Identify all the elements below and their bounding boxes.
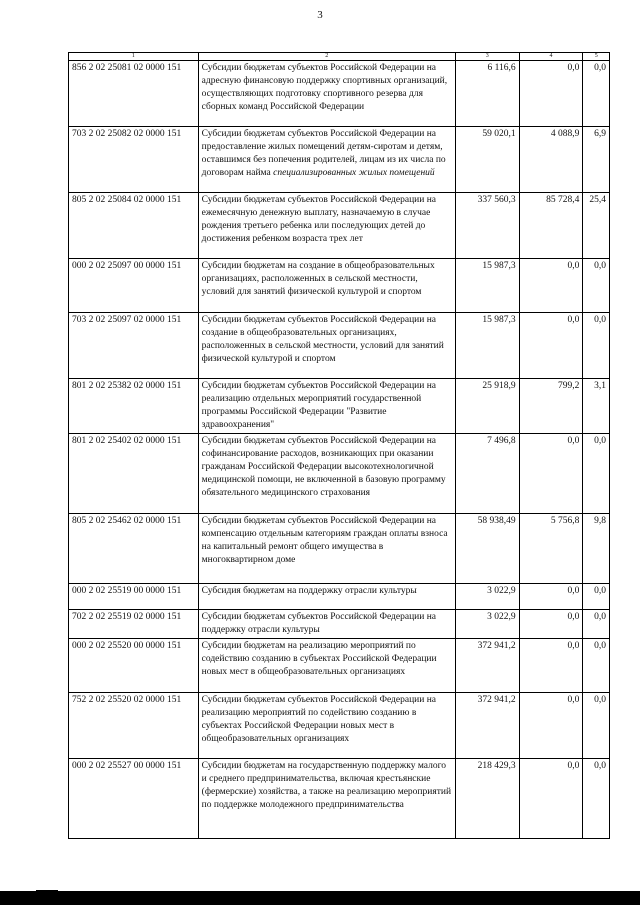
description-text: Субсидии бюджетам субъектов Российской Федерации на софинансирование расходов, возникающих при оказании гражданам Российской Федерации высокотехнологичной медицинской помощи, не включенной в базовую программу обязательного медицинского страхования	[201, 436, 446, 498]
description-cell	[198, 127, 455, 193]
percent-cell: 9,8	[583, 514, 610, 584]
table-row	[69, 584, 610, 610]
column-header-5: 5	[583, 53, 610, 61]
executed-amount-cell: 0,0	[519, 610, 583, 639]
description-cell	[198, 379, 455, 434]
column-header-1: 1	[69, 53, 199, 61]
table-row	[69, 610, 610, 639]
table-row	[69, 514, 610, 584]
planned-amount-cell: 372 941,2	[455, 693, 519, 759]
description-text: Субсидия бюджетам на поддержку отрасли культуры	[201, 586, 417, 596]
executed-amount-cell: 0,0	[519, 693, 583, 759]
description-cell	[198, 514, 455, 584]
column-header-2: 2	[198, 53, 455, 61]
page-number: 3	[317, 9, 323, 21]
table-row	[69, 693, 610, 759]
percent-cell: 0,0	[583, 259, 610, 313]
executed-amount-cell: 0,0	[519, 259, 583, 313]
planned-amount-cell: 7 496,8	[455, 434, 519, 514]
description-cell	[198, 434, 455, 514]
budget-code-cell: 000 2 02 25519 00 0000 151	[69, 584, 199, 610]
budget-code-cell: 752 2 02 25520 02 0000 151	[69, 693, 199, 759]
description-text: Субсидии бюджетам на государственную поддержку малого и среднего предпринимательства, включая крестьянские (фермерские) хозяйства, а также на реализацию мероприятий по поддержке молодежного предпринимательства	[201, 761, 452, 810]
budget-code-cell: 703 2 02 25082 02 0000 151	[69, 127, 199, 193]
table-row	[69, 639, 610, 693]
description-cell	[198, 193, 455, 259]
description-text: Субсидии бюджетам субъектов Российской Федерации на реализацию мероприятий по содействию созданию в субъектах Российской Федерации новых мест в общеобразовательных организациях	[201, 695, 437, 744]
description-text: Субсидии бюджетам субъектов Российской Федерации на создание в общеобразовательных организациях, расположенных в сельской местности, условий для занятий физической культурой и спортом	[201, 315, 444, 364]
budget-code-cell: 703 2 02 25097 02 0000 151	[69, 313, 199, 379]
planned-amount-cell: 372 941,2	[455, 639, 519, 693]
executed-amount-cell: 799,2	[519, 379, 583, 434]
budget-code-cell: 801 2 02 25382 02 0000 151	[69, 379, 199, 434]
table-row	[69, 193, 610, 259]
percent-cell: 0,0	[583, 584, 610, 610]
percent-cell: 3,1	[583, 379, 610, 434]
percent-cell: 0,0	[583, 313, 610, 379]
percent-cell: 0,0	[583, 61, 610, 127]
planned-amount-cell: 58 938,49	[455, 514, 519, 584]
planned-amount-cell: 15 987,3	[455, 313, 519, 379]
executed-amount-cell: 0,0	[519, 584, 583, 610]
executed-amount-cell: 0,0	[519, 434, 583, 514]
planned-amount-cell: 337 560,3	[455, 193, 519, 259]
executed-amount-cell: 0,0	[519, 639, 583, 693]
table-row	[69, 434, 610, 514]
description-text: Субсидии бюджетам субъектов Российской Федерации на реализацию отдельных мероприятий государственной программы Российской Федерации "Развитие здравоохранения"	[201, 381, 437, 430]
description-cell	[198, 61, 455, 127]
percent-cell: 0,0	[583, 639, 610, 693]
description-cell	[198, 313, 455, 379]
percent-cell: 0,0	[583, 434, 610, 514]
table-row	[69, 127, 610, 193]
budget-code-cell: 000 2 02 25520 00 0000 151	[69, 639, 199, 693]
percent-cell: 0,0	[583, 693, 610, 759]
table-row	[69, 313, 610, 379]
description-cell	[198, 259, 455, 313]
description-text: Субсидии бюджетам на создание в общеобразовательных организациях, расположенных в сельской местности, условий для занятий физической культурой и спортом	[201, 261, 435, 297]
budget-code-cell: 000 2 02 25527 00 0000 151	[69, 759, 199, 839]
executed-amount-cell: 5 756,8	[519, 514, 583, 584]
budget-code-cell: 805 2 02 25462 02 0000 151	[69, 514, 199, 584]
planned-amount-cell: 6 116,6	[455, 61, 519, 127]
planned-amount-cell: 3 022,9	[455, 584, 519, 610]
table-row	[69, 61, 610, 127]
planned-amount-cell: 3 022,9	[455, 610, 519, 639]
planned-amount-cell: 15 987,3	[455, 259, 519, 313]
description-cell	[198, 584, 455, 610]
percent-cell: 0,0	[583, 759, 610, 839]
budget-code-cell: 702 2 02 25519 02 0000 151	[69, 610, 199, 639]
description-italic-text: специализированных жилых помещений	[273, 168, 435, 178]
planned-amount-cell: 218 429,3	[455, 759, 519, 839]
percent-cell: 0,0	[583, 610, 610, 639]
budget-code-cell: 805 2 02 25084 02 0000 151	[69, 193, 199, 259]
executed-amount-cell: 0,0	[519, 61, 583, 127]
executed-amount-cell: 0,0	[519, 759, 583, 839]
description-text: Субсидии бюджетам субъектов Российской Федерации на компенсацию отдельным категориям граждан оплаты взноса на капитальный ремонт общего имущества в многоквартирном доме	[201, 516, 448, 565]
description-text: Субсидии бюджетам на реализацию мероприятий по содействию созданию в субъектах Российской Федерации новых мест в общеобразовательных организациях	[201, 641, 437, 677]
budget-code-cell: 856 2 02 25081 02 0000 151	[69, 61, 199, 127]
budget-code-cell: 801 2 02 25402 02 0000 151	[69, 434, 199, 514]
budget-code-cell: 000 2 02 25097 00 0000 151	[69, 259, 199, 313]
percent-cell: 25,4	[583, 193, 610, 259]
table-row	[69, 379, 610, 434]
planned-amount-cell: 59 020,1	[455, 127, 519, 193]
table-row	[69, 259, 610, 313]
table-row	[69, 759, 610, 839]
scan-bottom-border	[0, 891, 640, 905]
description-cell	[198, 639, 455, 693]
executed-amount-cell: 0,0	[519, 313, 583, 379]
executed-amount-cell: 85 728,4	[519, 193, 583, 259]
description-cell	[198, 693, 455, 759]
description-text: Субсидии бюджетам субъектов Российской Федерации на поддержку отрасли культуры	[201, 612, 437, 635]
planned-amount-cell: 25 918,9	[455, 379, 519, 434]
executed-amount-cell: 4 088,9	[519, 127, 583, 193]
description-cell	[198, 759, 455, 839]
column-header-4: 4	[519, 53, 583, 61]
column-header-3: 3	[455, 53, 519, 61]
budget-table	[68, 52, 610, 839]
description-text: Субсидии бюджетам субъектов Российской Федерации на ежемесячную денежную выплату, назначаемую в случае рождения третьего ребенка или последующих детей до достижения ребенком возраста трех лет	[201, 195, 437, 244]
description-text: Субсидии бюджетам субъектов Российской Федерации на предоставление жилых помещений детям-сиротам и детям, оставшимся без попечения родителей, лицам из их числа по договорам найма	[201, 129, 446, 178]
table-header-row	[69, 53, 610, 61]
description-text: Субсидии бюджетам субъектов Российской Федерации на адресную финансовую поддержку спортивных организаций, осуществляющих подготовку спортивного резерва для сборных команд Российской Федерации	[201, 63, 448, 112]
percent-cell: 6,9	[583, 127, 610, 193]
description-cell	[198, 610, 455, 639]
